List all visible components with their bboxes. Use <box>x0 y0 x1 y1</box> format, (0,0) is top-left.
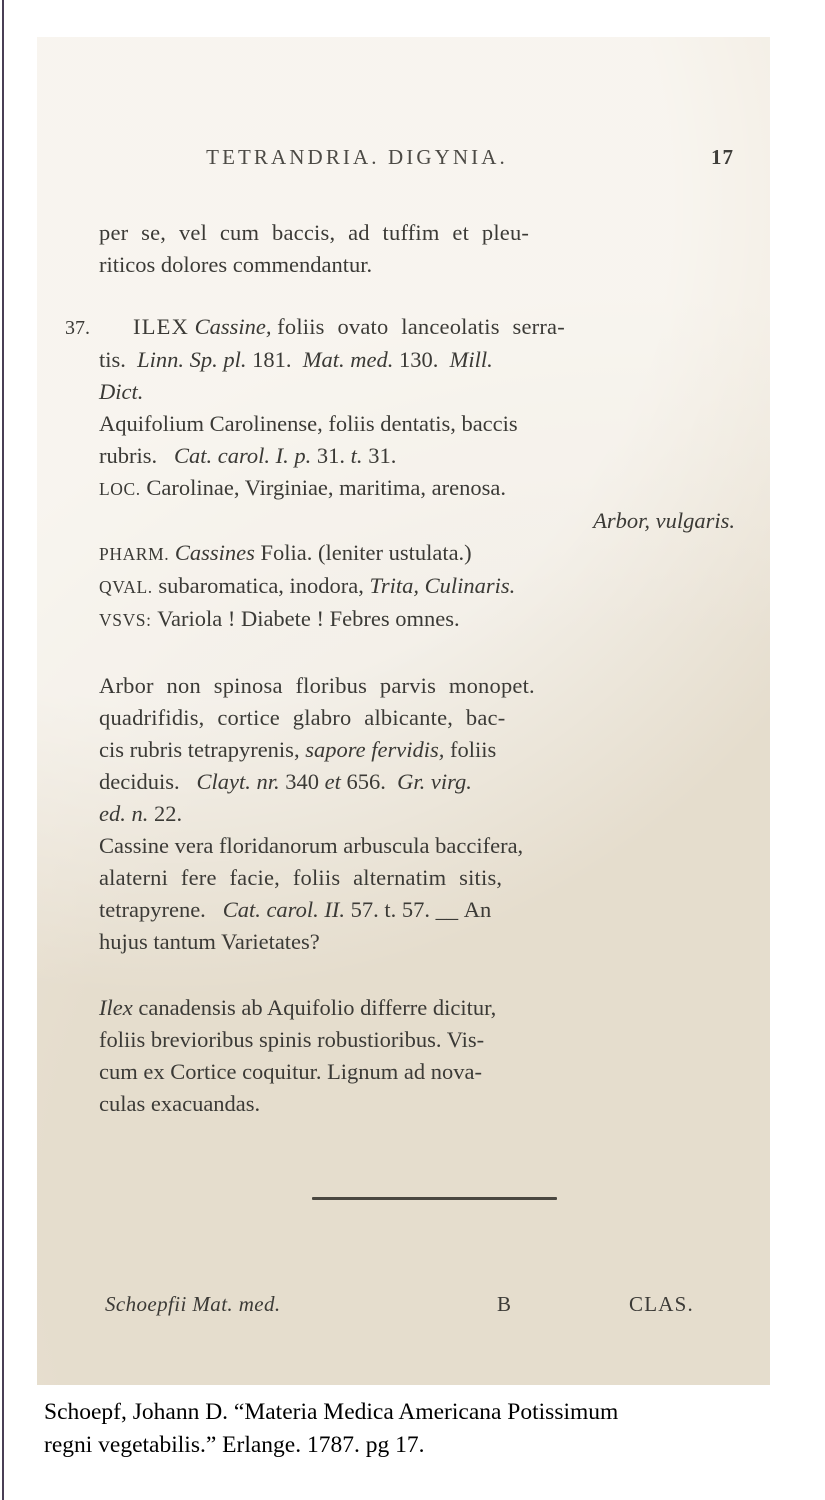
page-foot <box>37 1292 770 1332</box>
figure-caption <box>44 1396 804 1462</box>
field-loc-trailing: Arbor, vulgaris. <box>593 508 735 533</box>
foot-catchword: CLAS. <box>629 1292 694 1316</box>
entry-reference-line <box>99 344 739 376</box>
description-line-3 <box>99 734 739 766</box>
reference-clayt-num-2: 656. <box>346 769 386 794</box>
reference-cat-carol: Cat. carol. I. p. <box>174 443 312 468</box>
page-text-block <box>65 217 739 1120</box>
scanned-book-page <box>37 37 770 1385</box>
ilex-genus-italic: Ilex <box>99 995 133 1020</box>
ilex-line-1 <box>99 992 739 1024</box>
horizontal-rule <box>312 1197 557 1200</box>
field-qval-line <box>99 570 739 603</box>
description-deciduis: deciduis. <box>99 769 180 794</box>
reference-cat-carol-ii-tab: 57. <box>401 897 430 922</box>
paragraph-carryover <box>99 217 739 281</box>
field-loc <box>99 472 739 537</box>
reference-mill: Mill. <box>449 347 493 372</box>
reference-linn-number: 181. <box>252 347 292 372</box>
reference-mat-med-number: 130. <box>399 347 439 372</box>
cassine-line-1: Cassine vera floridanorum arbuscula baccifera, <box>99 833 524 858</box>
reference-dict: Dict. <box>99 379 144 404</box>
description-line-3-a: cis rubris tetrapyrenis, <box>99 737 300 762</box>
description-line-1: Arbor non spinosa floribus parvis monopet. <box>99 673 535 698</box>
foot-short-title: Schoepfii Mat. med. <box>105 1292 281 1316</box>
caption-line-1: Schoepf, Johann D. “Materia Medica Americana Potissimum <box>44 1399 619 1425</box>
spacer <box>99 281 739 311</box>
ilex-line-4: culas exacuandas. <box>99 1091 261 1116</box>
description-line-3-b: foliis <box>449 737 497 762</box>
reference-cat-carol-ii: Cat. carol. II. <box>222 897 345 922</box>
field-qval-italic-tail: Trita, Culinaris. <box>369 573 516 598</box>
caption-line-2: regni vegetabilis.” Erlange. 1787. pg 17. <box>44 1432 425 1458</box>
entry-genus: ILEX <box>133 314 190 339</box>
cassine-line-4: hujus tantum Varietates? <box>99 929 320 954</box>
synonym-line-1: Aquifolium Carolinense, foliis dentatis, baccis <box>99 411 518 436</box>
ilex-line-3: cum ex Cortice coquitur. Lignum ad nova- <box>99 1059 483 1084</box>
paragraph-description <box>99 670 739 830</box>
reference-cat-carol-ii-t: t. <box>384 897 397 922</box>
spacer <box>99 958 739 992</box>
reference-clayt: Clayt. nr. <box>196 769 280 794</box>
entry-diagnosis-line-1: foliis ovato lanceolatis serra- <box>277 314 565 339</box>
entry-number: 37. <box>65 317 90 339</box>
ilex-line-2: foliis brevioribus spinis robustioribus. Vis- <box>99 1027 485 1052</box>
synonym-rubris: rubris. <box>99 443 158 468</box>
field-qval-value: subaromatica, inodora, <box>158 573 364 598</box>
entry-diagnosis-line-2: tis. <box>99 347 126 372</box>
reference-linn-sp-pl: Linn. Sp. pl. <box>137 347 247 372</box>
species-entry-37 <box>65 311 739 408</box>
field-qval-label: QVAL. <box>99 577 153 597</box>
description-line-5 <box>99 798 739 830</box>
entry-headline <box>65 311 739 344</box>
foot-signature-mark: B <box>497 1292 512 1316</box>
cassine-an: An <box>463 897 492 922</box>
reference-mat-med: Mat. med. <box>302 347 394 372</box>
description-line-2: quadrifidis, cortice glabro albicante, bac- <box>99 705 506 730</box>
field-loc-label: LOC. <box>99 479 141 499</box>
field-vsvs <box>99 603 739 636</box>
cassine-line-3 <box>99 894 739 926</box>
reference-clayt-num-1: 340 <box>285 769 319 794</box>
field-vsvs-value: Variola ! Diabete ! Febres omnes. <box>157 606 460 631</box>
field-pharm-italic: Cassines <box>174 540 255 565</box>
field-pharm-value: Folia. (leniter ustulata.) <box>260 540 472 565</box>
paragraph-synonym <box>99 408 739 472</box>
cassine-tetrapyrene: tetrapyrene. <box>99 897 206 922</box>
field-loc-line <box>99 472 739 505</box>
reference-gr-virg: Gr. virg. <box>397 769 472 794</box>
reference-clayt-et: et <box>324 769 341 794</box>
reference-ed-n-number: 22. <box>154 801 183 826</box>
reference-cat-carol-page: 31. <box>316 443 346 468</box>
field-qval <box>99 570 739 603</box>
entry-species: Cassine, <box>194 314 272 339</box>
reference-ed-n: ed. n. <box>99 801 149 826</box>
page-number: 17 <box>711 145 734 169</box>
cassine-dash: __ <box>435 897 459 922</box>
reference-cat-carol-tab: t. <box>350 443 363 468</box>
description-line-4 <box>99 766 739 798</box>
cassine-line-2: alaterni fere facie, foliis alternatim sitis, <box>99 865 503 890</box>
paragraph-ilex-canadensis <box>99 992 739 1120</box>
description-sapore-fervidis: sapore fervidis, <box>305 737 445 762</box>
running-head-title: TETRANDRIA. DIGYNIA. <box>206 145 508 169</box>
field-vsvs-label: VSVS: <box>99 610 152 630</box>
spacer <box>99 636 739 670</box>
field-pharm-line <box>99 537 739 570</box>
field-vsvs-line <box>99 603 739 636</box>
reference-cat-carol-ii-page: 57. <box>350 897 379 922</box>
carryover-line-1: per se, vel cum baccis, ad tuffim et pleu- <box>99 220 530 245</box>
field-pharm <box>99 537 739 570</box>
synonym-line-2 <box>99 440 739 472</box>
paragraph-cassine-vera <box>99 830 739 958</box>
field-pharm-label: PHARM. <box>99 544 170 564</box>
reference-cat-carol-tab-number: 31. <box>368 443 397 468</box>
figure-left-border <box>2 0 4 1500</box>
running-head <box>37 145 770 175</box>
carryover-line-2: riticos dolores commendantur. <box>99 252 373 277</box>
field-loc-value: Carolinae, Virginiae, maritima, arenosa. <box>146 475 506 500</box>
ilex-line-1-rest: canadensis ab Aquifolio differre dicitur, <box>138 995 497 1020</box>
